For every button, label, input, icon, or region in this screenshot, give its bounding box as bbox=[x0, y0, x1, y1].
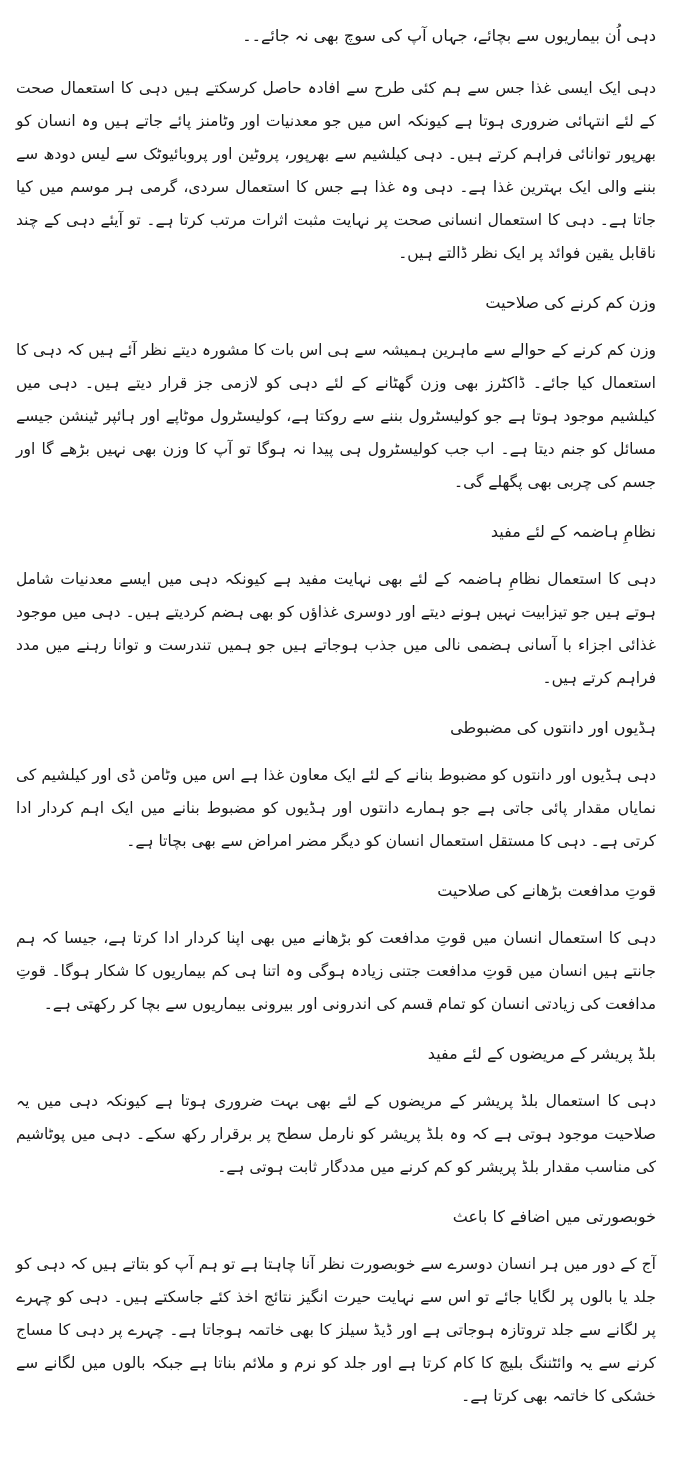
section-heading-blood-pressure: بلڈ پریشر کے مریضوں کے لئے مفید bbox=[427, 1044, 656, 1063]
intro-title: دہی اُن بیماریوں سے بچائے، جہاں آپ کی سوچ بھی نہ جائے۔۔ bbox=[242, 26, 656, 45]
section-body-weight-loss: وزن کم کرنے کے حوالے سے ماہرین ہمیشہ سے ہی اس بات کا مشورہ دیتے نظر آئے ہیں کہ دہی کا استعمال کیا جائے۔ ڈاکٹرز بھی وزن گھٹانے کے لئے دہی کو لازمی جز قرار دیتے ہیں۔ دہی میں کیلشیم موجود ہوتا ہے جو کولیسٹرول بننے سے روکتا ہے، کولیسٹرول موٹاپے اور ہائپر ٹینشن جیسے مسائل کو جنم دیتا ہے۔ اب جب کولیسٹرول ہی پیدا نہ ہوگا تو آپ کا وزن بھی نہیں بڑھے گا اور جسم کی چربی بھی پگھلے گی۔ bbox=[16, 341, 656, 491]
section-heading-immunity: قوتِ مدافعت بڑھانے کی صلاحیت bbox=[437, 881, 656, 900]
section-body-digestion: دہی کا استعمال نظامِ ہاضمہ کے لئے بھی نہایت مفید ہے کیونکہ دہی میں ایسے معدنیات شامل ہوتے ہیں جو تیزابیت نہیں ہونے دیتے اور دوسری غذاؤں کو بھی ہضم کردیتے ہیں۔ دہی میں موجود غذائی اجزاء با آسانی ہضمی نالی میں جذب ہوجاتے ہیں جو ہمیں تندرست و توانا رہنے میں مدد فراہم کرتے ہیں۔ bbox=[16, 570, 656, 687]
section-body-blood-pressure: دہی کا استعمال بلڈ پریشر کے مریضوں کے لئے بھی بہت ضروری ہوتا ہے کیونکہ دہی میں یہ صلاحیت موجود ہوتی ہے کہ وہ بلڈ پریشر کو نارمل سطح پر برقرار رکھ سکے۔ دہی میں پوٹاشیم کی مناسب مقدار بلڈ پریشر کو کم کرنے میں مددگار ثابت ہوتی ہے۔ bbox=[16, 1092, 656, 1176]
intro-paragraph: دہی ایک ایسی غذا جس سے ہم کئی طرح سے افادہ حاصل کرسکتے ہیں دہی کا استعمال صحت کے لئے انتہائی ضروری ہوتا ہے کیونکہ اس میں جو معدنیات اور وٹامنز پائے جاتے ہیں وہ انسان کو بھرپور توانائی فراہم کرتے ہیں۔ دہی کیلشیم سے بھرپور، پروٹین اور پروبائیوٹک سے لیس دودھ سے بننے والی ایک بہترین غذا ہے۔ دہی وہ غذا ہے جس کا استعمال سردی، گرمی ہر موسم میں کیا جاتا ہے۔ دہی کا استعمال انسانی صحت پر نہایت مثبت اثرات مرتب کرتا ہے۔ تو آیئے دہی کے چند ناقابل یقین فوائد پر ایک نظر ڈالتے ہیں۔ bbox=[16, 79, 656, 262]
section-body-immunity: دہی کا استعمال انسان میں قوتِ مدافعت کو بڑھانے میں بھی اپنا کردار ادا کرتا ہے، جیسا کہ ہم جانتے ہیں انسان میں قوتِ مدافعت جتنی زیادہ ہوگی وہ اتنا ہی کم بیماریوں کا شکار ہوگا۔ قوتِ مدافعت کی زیادتی انسان کو تمام قسم کی اندرونی اور بیرونی بیماریوں سے بچا کر رکھتی ہے۔ bbox=[16, 929, 656, 1013]
section-heading-beauty: خوبصورتی میں اضافے کا باعث bbox=[452, 1207, 656, 1226]
section-heading-digestion: نظامِ ہاضمہ کے لئے مفید bbox=[490, 522, 656, 541]
section-body-bones-teeth: دہی ہڈیوں اور دانتوں کو مضبوط بنانے کے لئے ایک معاون غذا ہے اس میں وٹامن ڈی اور کیلشیم کی نمایاں مقدار پائی جاتی ہے جو ہمارے دانتوں اور ہڈیوں کو مضبوط بنانے میں ایک اہم کردار ادا کرتی ہے۔ دہی کا مستقل استعمال انسان کو دیگر مضر امراض سے بھی بچاتا ہے۔ bbox=[16, 766, 656, 850]
section-heading-weight-loss: وزن کم کرنے کی صلاحیت bbox=[485, 293, 656, 312]
section-body-beauty: آج کے دور میں ہر انسان دوسرے سے خوبصورت نظر آنا چاہتا ہے تو ہم آپ کو بتاتے ہیں کہ دہی کو جلد یا بالوں پر لگایا جائے تو اس سے نہایت حیرت انگیز نتائج اخذ کئے جاسکتے ہیں۔ دہی کو چہرے پر لگانے سے جلد تروتازہ ہوجاتی ہے اور ڈیڈ سیلز کا بھی خاتمہ ہوجاتا ہے۔ چہرے پر دہی کا مساج کرنے سے یہ وائٹننگ بلیچ کا کام کرتا ہے اور جلد کو نرم و ملائم بناتا ہے جبکہ بالوں میں لگانے سے خشکی کا خاتمہ بھی کرتا ہے۔ bbox=[16, 1255, 656, 1405]
section-heading-bones-teeth: ہڈیوں اور دانتوں کی مضبوطی bbox=[450, 718, 656, 737]
